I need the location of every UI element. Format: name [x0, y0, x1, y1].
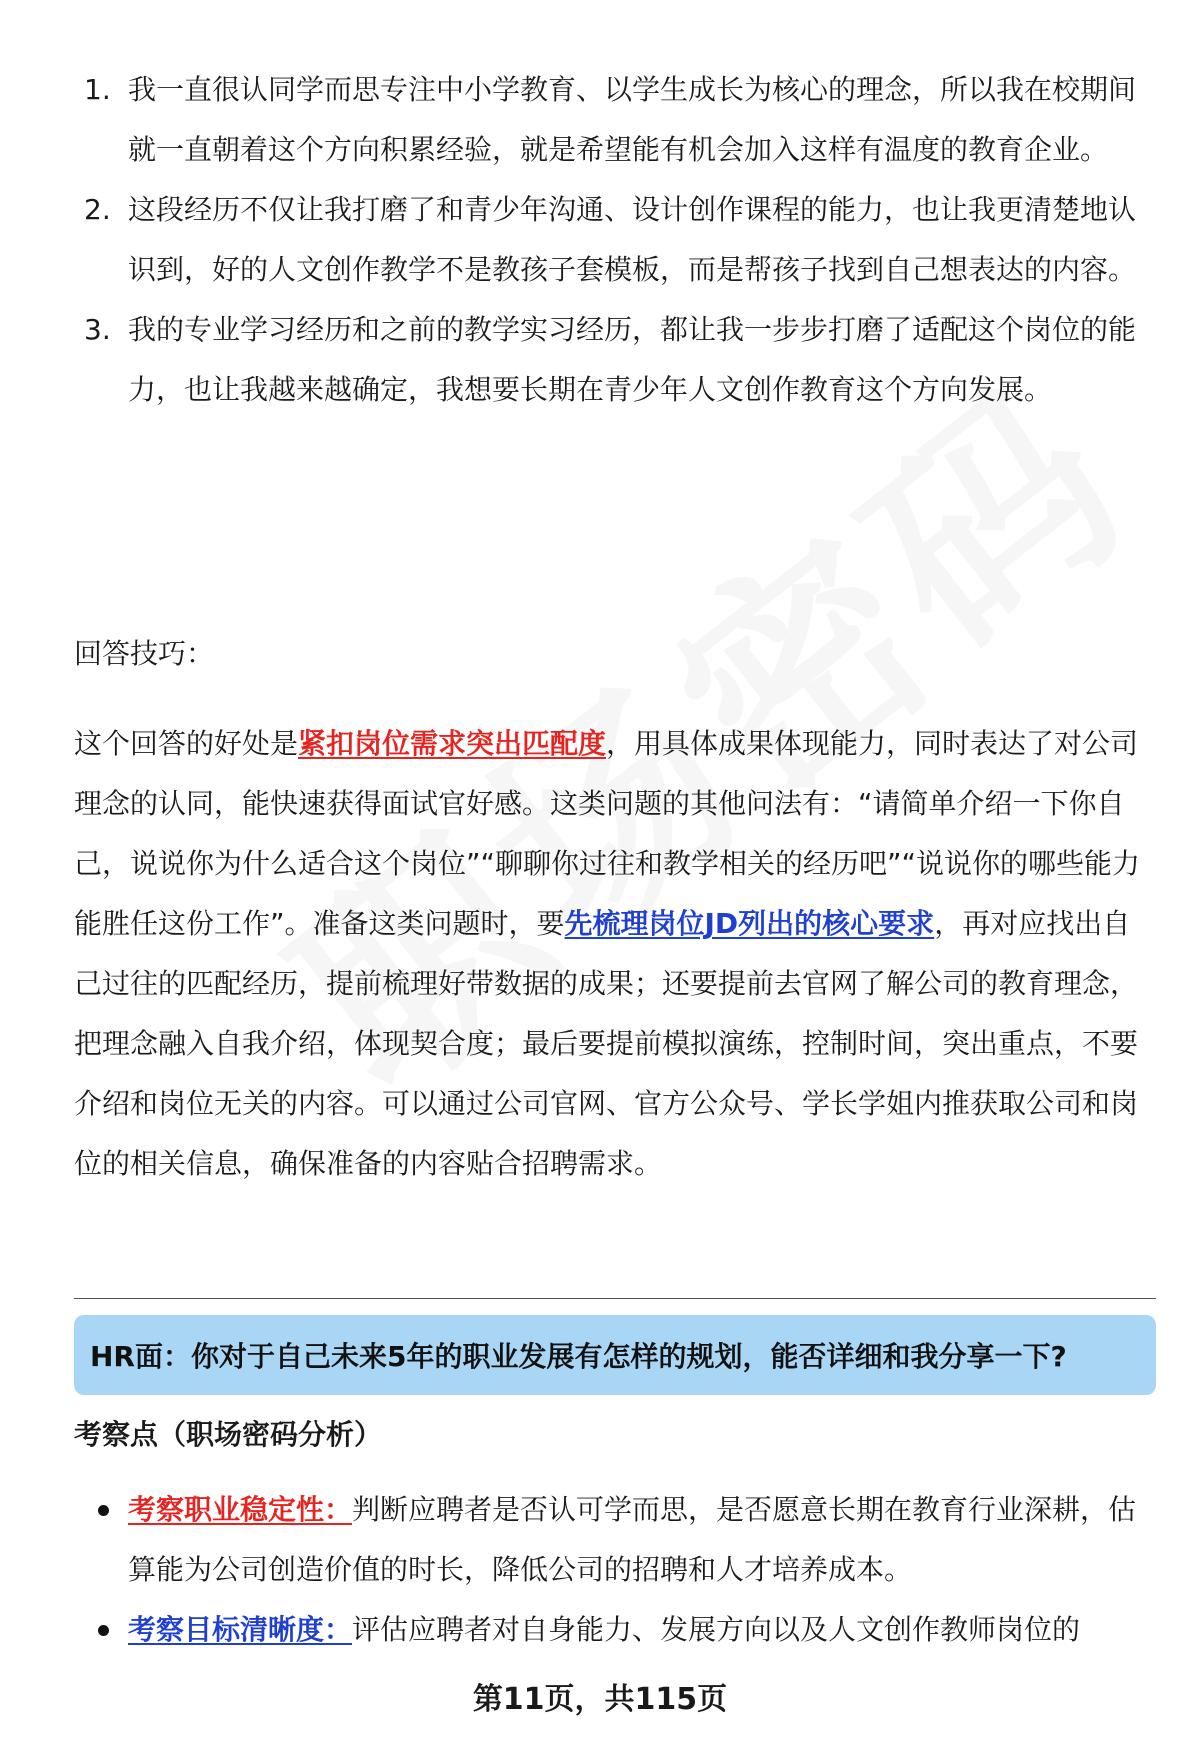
numbered-list — [74, 60, 1154, 420]
bullet-item — [74, 1480, 1154, 1600]
tips-paragraph — [74, 714, 1154, 1194]
divider — [74, 1298, 1156, 1299]
highlight-blue: 先梳理岗位JD列出的核心要求 — [564, 907, 935, 940]
hr-question: HR面：你对于自己未来5年的职业发展有怎样的规划，能否详细和我分享一下? — [90, 1340, 1067, 1373]
list-number: 2. — [84, 193, 111, 226]
list-text: 我的专业学习经历和之前的教学实习经历，都让我一步步打磨了适配这个岗位的能力，也让我越来越确定，我想要长期在青少年人文创作教育这个方向发展。 — [128, 313, 1137, 406]
tips-text-2: ，用具体成果体现能力，同时表达了对公司理念的认同，能快速获得面试官好感。这类问题的其他问法有：“请简单介绍一下你自己，说说你为什么适合这个岗位”“聊聊你过往和教学相关的经历吧”“说说你的哪些能力能胜任这份工作”。准备这类问题时，要 — [74, 727, 1141, 940]
bullet-list — [74, 1480, 1154, 1660]
list-item — [74, 180, 1154, 300]
section-title: 考察点（职场密码分析） — [74, 1418, 383, 1451]
bullet-dot — [98, 1625, 109, 1636]
bullet-label-red: 考察职业稳定性： — [128, 1493, 353, 1526]
tips-text-3: ，再对应找出自己过往的匹配经历，提前梳理好带数据的成果；还要提前去官网了解公司的教育理念，把理念融入自我介绍，体现契合度；最后要提前模拟演练，控制时间，突出重点，不要介绍和岗位无关的内容。可以通过公司官网、官方公众号、学长学姐内推获取公司和岗位的相关信息，确保准备的内容贴合招聘需求。 — [74, 907, 1139, 1180]
bullet-text: 判断应聘者是否认可学而思，是否愿意长期在教育行业深耕，估算能为公司创造价值的时长，降低公司的招聘和人才培养成本。 — [128, 1493, 1137, 1586]
bullet-text: 评估应聘者对自身能力、发展方向以及人文创作教师岗位的 — [352, 1613, 1081, 1646]
list-item — [74, 300, 1154, 420]
bullet-dot — [98, 1505, 109, 1516]
highlight-red: 紧扣岗位需求突出匹配度 — [298, 727, 607, 760]
list-text: 我一直很认同学而思专注中小学教育、以学生成长为核心的理念，所以我在校期间就一直朝着这个方向积累经验，就是希望能有机会加入这样有温度的教育企业。 — [128, 73, 1137, 166]
list-number: 1. — [84, 73, 111, 106]
bullet-label-blue: 考察目标清晰度： — [128, 1613, 353, 1646]
list-text: 这段经历不仅让我打磨了和青少年沟通、设计创作课程的能力，也让我更清楚地认识到，好的人文创作教学不是教孩子套模板，而是帮孩子找到自己想表达的内容。 — [128, 193, 1137, 286]
list-number: 3. — [84, 313, 111, 346]
page-footer: 第11页，共115页 — [472, 1682, 728, 1717]
tips-label: 回答技巧： — [74, 637, 215, 670]
tips-text-1: 这个回答的好处是 — [74, 727, 299, 760]
hr-question-box — [74, 1315, 1156, 1395]
list-item — [74, 60, 1154, 180]
bullet-item — [74, 1600, 1154, 1660]
